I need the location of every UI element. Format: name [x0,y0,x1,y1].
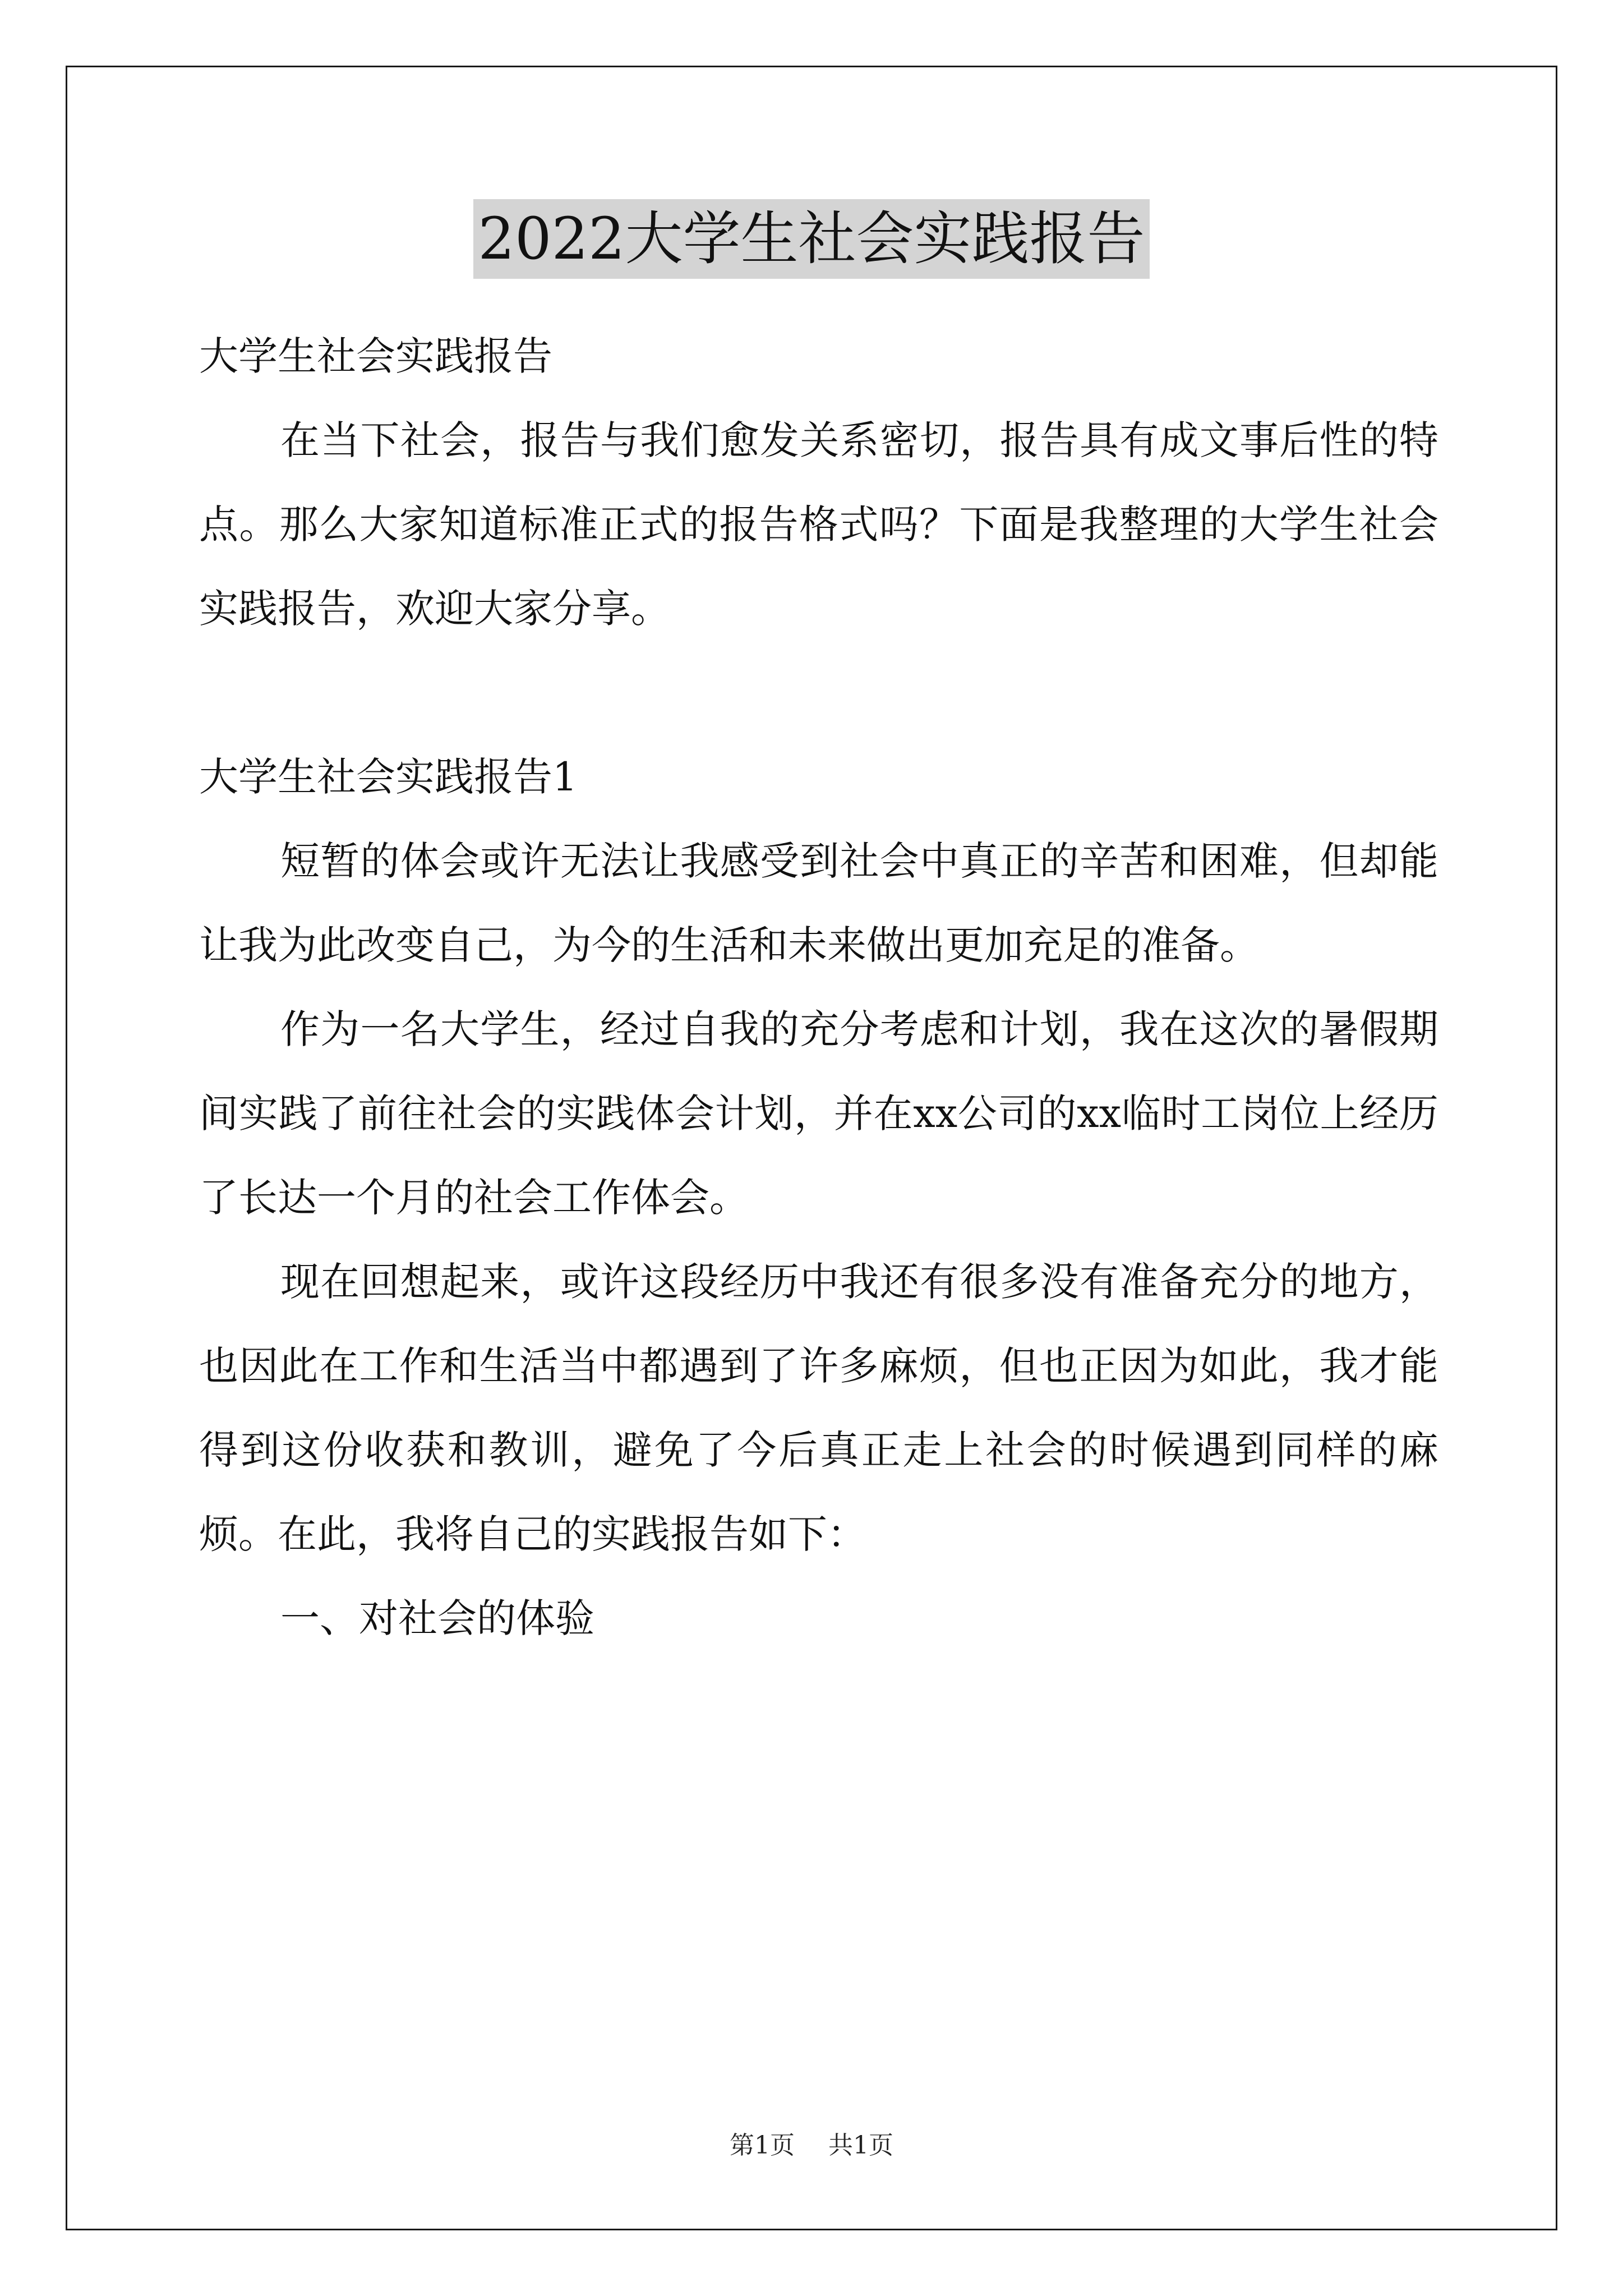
subsection-heading: 一、对社会的体验 [280,1595,594,1641]
title-container [0,199,1623,279]
body-paragraph: 现在回想起来，或许这段经历中我还有很多没有准备充分的地方，也因此在工作和生活当中都遇到了许多麻烦，但也正因为如此，我才能得到这份收获和教训，避免了今后真正走上社会的时候遇到同样的麻烦。在此，我将自己的实践报告如下： [199,1259,1438,1557]
page-total: 共1页 [828,2131,893,2160]
section-gap [199,651,1438,735]
page-number: 第1页 [730,2131,795,2160]
document-body [199,314,1438,1660]
body-paragraph: 作为一名大学生，经过自我的充分考虑和计划，我在这次的暑假期间实践了前往社会的实践体会计划，并在xx公司的xx临时工岗位上经历了长达一个月的社会工作体会。 [199,1006,1438,1221]
subtitle: 大学生社会实践报告 [199,333,552,379]
page-footer [0,2129,1623,2162]
body-paragraph: 短暂的体会或许无法让我感受到社会中真正的辛苦和困难，但却能让我为此改变自己，为今的生活和未来做出更加充足的准备。 [199,838,1438,968]
section-heading: 大学生社会实践报告1 [199,754,578,800]
intro-paragraph: 在当下社会，报告与我们愈发关系密切，报告具有成文事后性的特点。那么大家知道标准正式的报告格式吗？下面是我整理的大学生社会实践报告，欢迎大家分享。 [199,417,1438,632]
document-title: 2022大学生社会实践报告 [473,199,1149,279]
